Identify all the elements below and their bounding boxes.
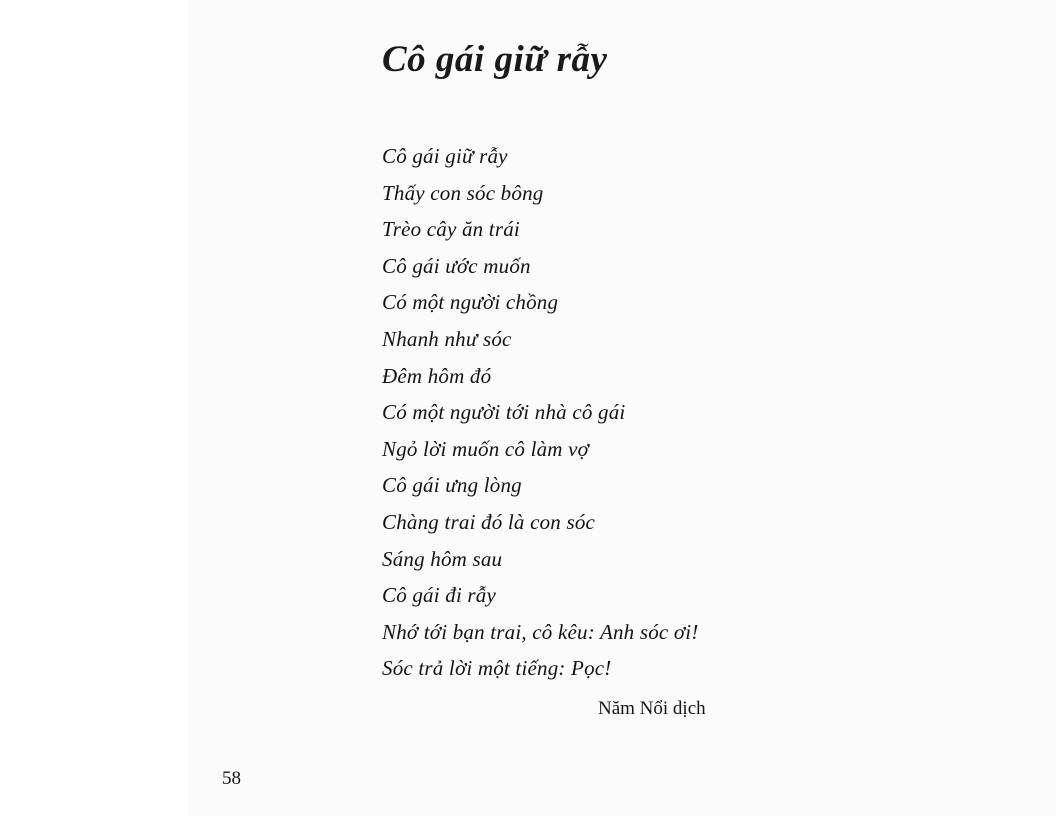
- poem-line: Sóc trả lời một tiếng: Pọc!: [382, 656, 612, 681]
- poem-line: Thấy con sóc bông: [382, 180, 544, 205]
- poem-body: [382, 138, 699, 687]
- poem-line: Có một người tới nhà cô gái: [382, 400, 626, 425]
- poem-line: Cô gái giữ rẫy: [382, 144, 508, 168]
- poem-line: Đêm hôm đó: [382, 363, 492, 388]
- poem-title: Cô gái giữ rẫy: [382, 39, 608, 80]
- poem-line: Chàng trai đó là con sóc: [382, 509, 596, 534]
- translator-credit: Năm Nổi dịch: [598, 698, 706, 719]
- page-number: 58: [222, 768, 241, 789]
- poem-line: Có một người chồng: [382, 290, 559, 315]
- poem-line: Cô gái ước muốn: [382, 253, 531, 278]
- poem-line: Trèo cây ăn trái: [382, 217, 520, 242]
- poem-line: Ngỏ lời muốn cô làm vợ: [382, 436, 590, 461]
- poem-line: Cô gái ưng lòng: [382, 473, 522, 498]
- poem-line: Cô gái đi rẫy: [382, 583, 497, 608]
- poem-line: Nhớ tới bạn trai, cô kêu: Anh sóc ơi!: [382, 619, 699, 644]
- poem-line: Nhanh như sóc: [382, 326, 512, 351]
- poem-line: Sáng hôm sau: [382, 546, 503, 571]
